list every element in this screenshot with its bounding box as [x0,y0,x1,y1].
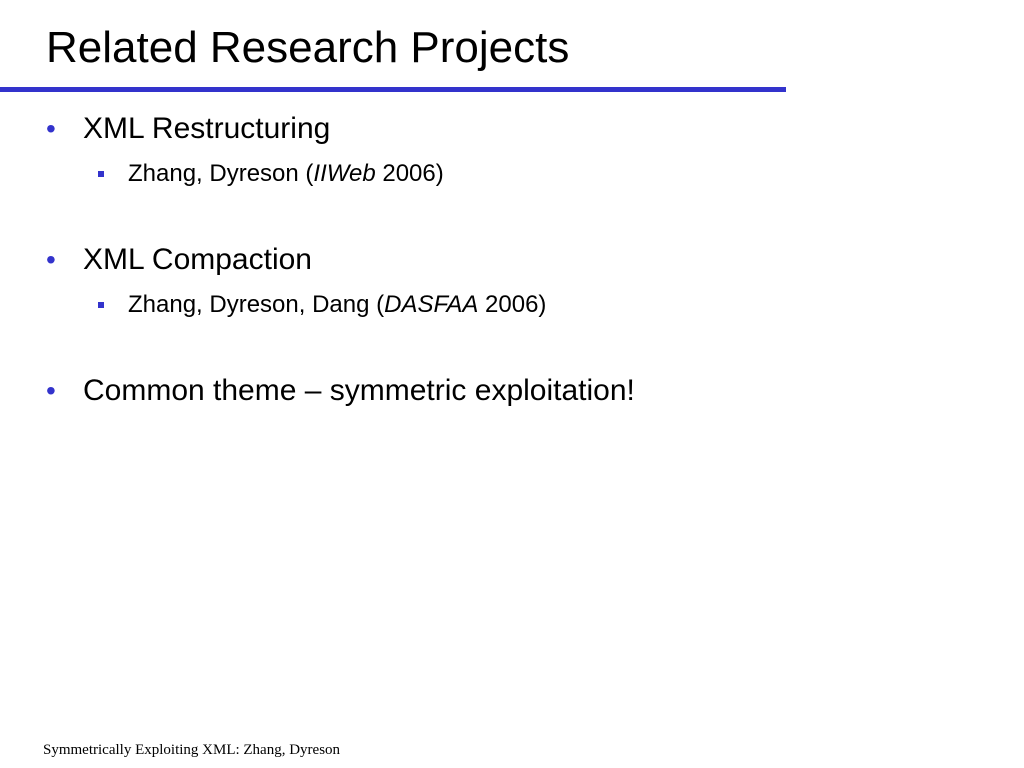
slide-title: Related Research Projects [46,23,570,72]
citation-text [128,291,546,319]
citation-text [128,160,444,188]
square-bullet-icon [98,302,104,308]
round-bullet-icon: • [46,244,56,275]
bullet-text: XML Compaction [83,243,312,276]
citation-venue: IIWeb [313,160,376,187]
citation-year: 2006) [478,291,547,318]
round-bullet-icon: • [46,375,56,406]
citation-venue: DASFAA [384,291,479,318]
round-bullet-icon: • [46,113,56,144]
citation-authors: Zhang, Dyreson, Dang ( [128,291,385,318]
bullet-text: Common theme – symmetric exploitation! [83,374,635,407]
citation-authors: Zhang, Dyreson ( [128,160,314,187]
bullet-text: XML Restructuring [83,112,331,145]
square-bullet-icon [98,171,104,177]
citation-year: 2006) [375,160,444,187]
slide-footer: Symmetrically Exploiting XML: Zhang, Dyreson [43,742,341,758]
